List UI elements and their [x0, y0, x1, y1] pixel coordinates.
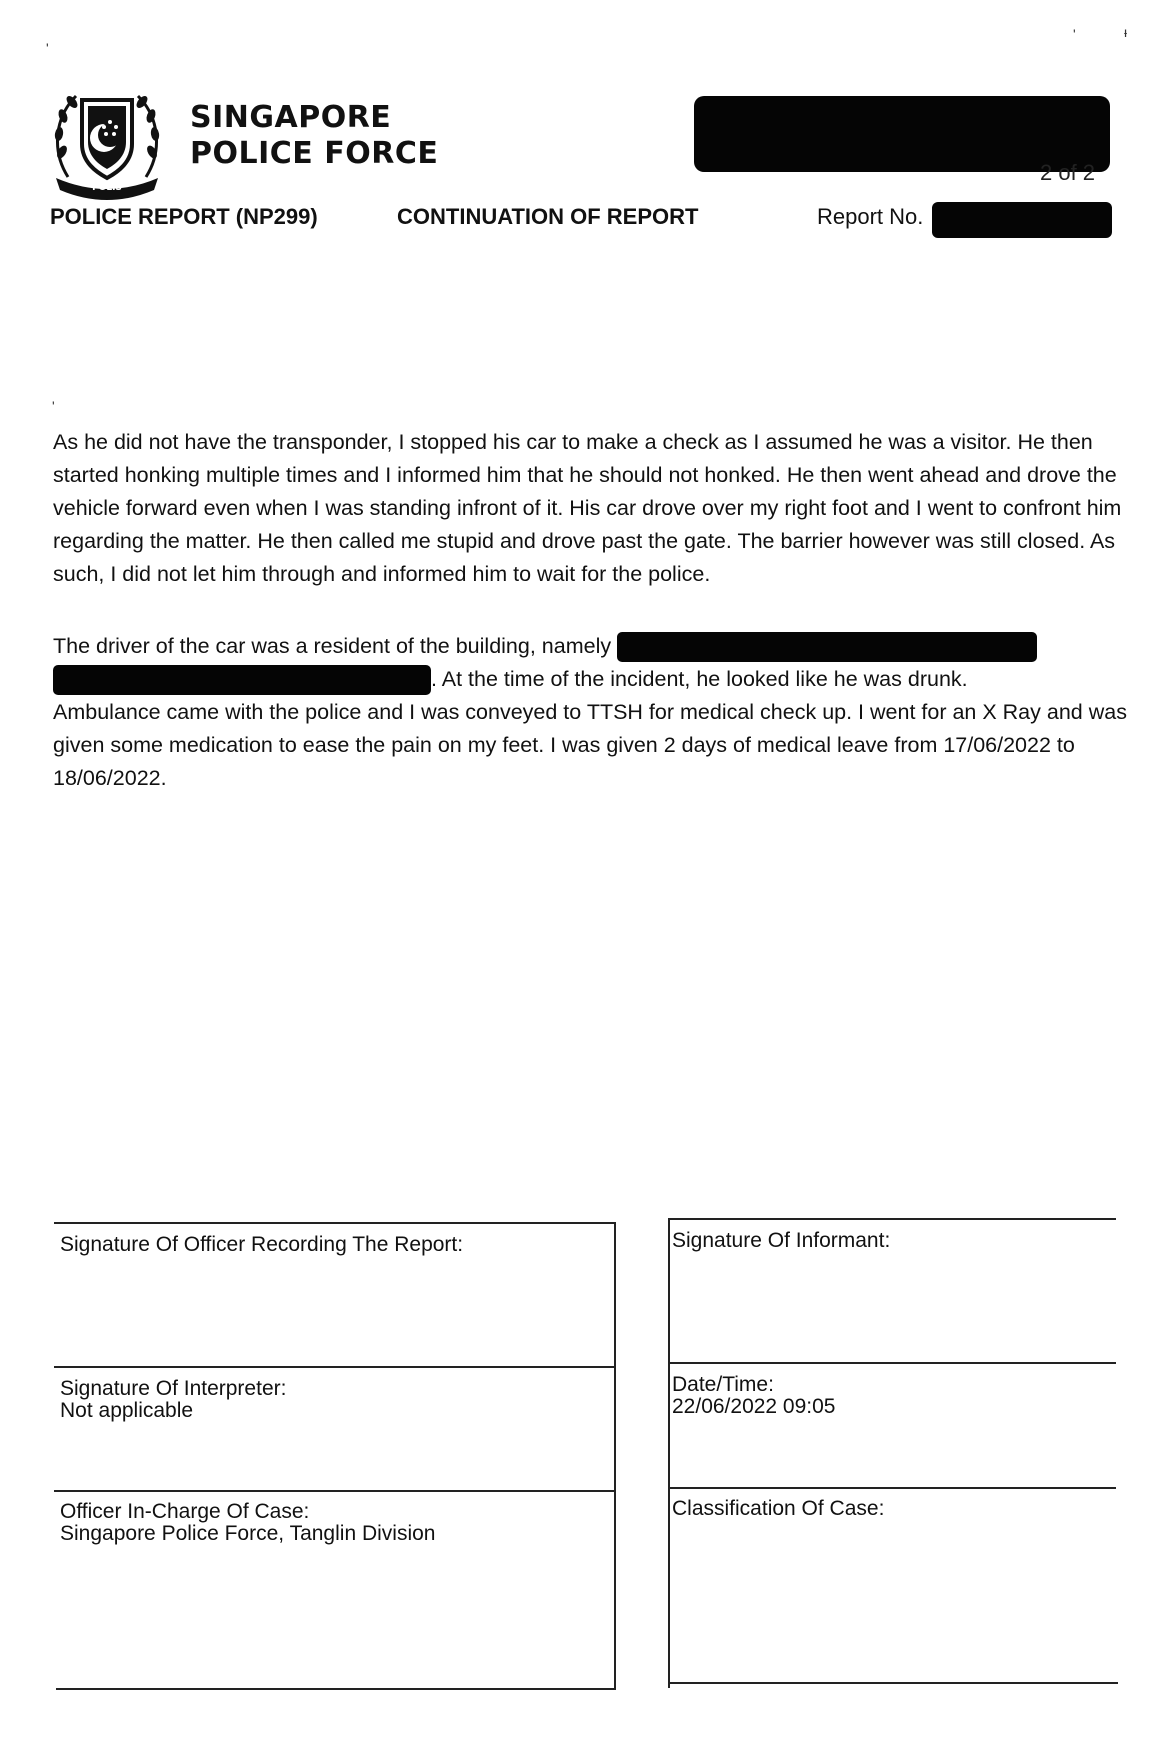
scan-mark: ' — [1073, 26, 1076, 42]
table-divider-right — [668, 1218, 670, 1688]
table-divider-left — [614, 1222, 616, 1688]
informant-signature-label: Signature Of Informant: — [672, 1229, 891, 1252]
interpreter-label: Signature Of Interpreter: — [60, 1377, 287, 1400]
form-title: POLICE REPORT (NP299) — [50, 204, 318, 229]
table-bottom-border — [668, 1682, 1118, 1684]
redacted-name-1 — [617, 632, 1037, 662]
officer-signature-label: Signature Of Officer Recording The Report: — [60, 1233, 464, 1256]
scan-mark: ' — [52, 398, 55, 414]
table-bottom-border — [56, 1688, 616, 1690]
datetime-label: Date/Time: — [672, 1373, 774, 1396]
interpreter-value: Not applicable — [60, 1399, 194, 1422]
oic-label: Officer In-Charge Of Case: — [60, 1500, 310, 1523]
paragraph-lead: The driver of the car was a resident of the building, namely — [53, 634, 612, 658]
redacted-name-2 — [53, 665, 431, 695]
organisation-name — [190, 100, 438, 172]
crest-banner-text: POLIS — [92, 183, 122, 193]
row-divider — [54, 1490, 614, 1492]
org-line-2: POLICE FORCE — [190, 136, 439, 171]
table-top-border — [668, 1218, 1116, 1220]
report-paragraph-1 — [53, 426, 1128, 591]
row-divider — [668, 1362, 1116, 1364]
paragraph-text: Ambulance came with the police and I was conveyed to TTSH for medical check up. I went for an X Ray and was given some medication to ease the pain on my feet. I was given 2 days of medical leave from 17/06/2022 to 18/06/2022. — [53, 700, 1127, 790]
report-paragraph-2 — [53, 630, 1128, 795]
org-line-1: SINGAPORE — [190, 100, 392, 135]
paragraph-text — [53, 663, 1128, 696]
page-indicator: 2 of 2 — [1040, 160, 1096, 185]
datetime-value: 22/06/2022 09:05 — [672, 1395, 836, 1418]
report-no-label: Report No. — [817, 204, 924, 229]
paragraph-text: As he did not have the transponder, I stopped his car to make a check as I assumed he was a visitor. He then started honking multiple times and I informed him that he should not honked. He then went ahead and drove the vehicle forward even when I was standing infront of it. His car drove over my right foot and I went to confront him regarding the matter. He then called me stupid and drove past the gate. The barrier however was still closed. As such, I did not let him through and informed him to wait for the police. — [53, 430, 1122, 586]
paragraph-rest: . At the time of the incident, he looked like he was drunk. — [431, 667, 968, 691]
classification-label: Classification Of Case: — [672, 1497, 885, 1520]
section-title: CONTINUATION OF REPORT — [397, 204, 699, 229]
oic-value: Singapore Police Force, Tanglin Division — [60, 1522, 436, 1545]
oic-field — [60, 1501, 435, 1545]
row-divider — [54, 1366, 614, 1368]
redacted-report-number — [932, 202, 1112, 238]
paragraph-text — [53, 630, 1128, 663]
scan-mark: ᵻ — [1124, 24, 1128, 40]
table-top-border — [54, 1222, 614, 1224]
police-crest-icon — [48, 82, 166, 200]
interpreter-field — [60, 1378, 286, 1422]
scan-mark: ' — [46, 40, 49, 56]
datetime-field — [672, 1374, 836, 1418]
row-divider — [668, 1487, 1116, 1489]
